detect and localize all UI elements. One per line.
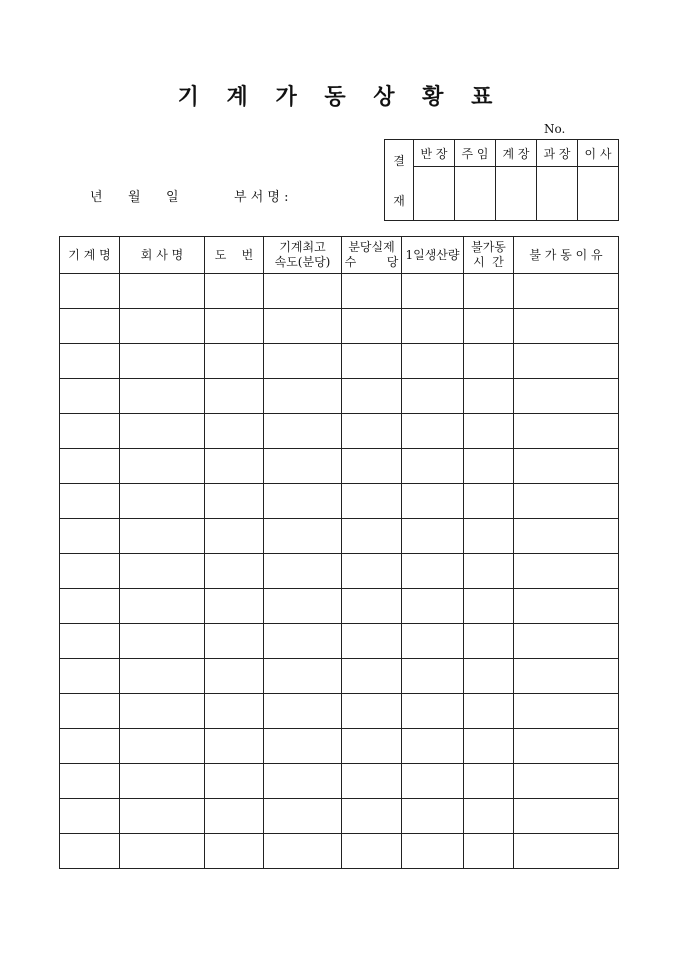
table-cell[interactable] bbox=[60, 694, 120, 729]
table-cell[interactable] bbox=[205, 414, 264, 449]
table-cell[interactable] bbox=[60, 379, 120, 414]
table-cell[interactable] bbox=[120, 834, 205, 869]
table-cell[interactable] bbox=[60, 589, 120, 624]
table-body bbox=[60, 274, 619, 869]
table-row bbox=[60, 449, 619, 484]
table-cell[interactable] bbox=[120, 414, 205, 449]
header-actual-count bbox=[342, 237, 402, 274]
department-field: 부 서 명 : bbox=[234, 190, 289, 205]
table-row bbox=[60, 379, 619, 414]
table-row bbox=[60, 764, 619, 799]
table-cell[interactable] bbox=[402, 309, 464, 344]
table-row bbox=[60, 589, 619, 624]
table-cell[interactable] bbox=[514, 484, 619, 519]
table-cell[interactable] bbox=[464, 834, 514, 869]
table-cell[interactable] bbox=[514, 309, 619, 344]
table-cell[interactable] bbox=[60, 834, 120, 869]
document-number-label: No. bbox=[544, 122, 566, 136]
table-cell[interactable] bbox=[205, 554, 264, 589]
table-cell[interactable] bbox=[60, 344, 120, 379]
table-cell[interactable] bbox=[264, 554, 342, 589]
table-cell[interactable] bbox=[264, 519, 342, 554]
table-cell[interactable] bbox=[120, 764, 205, 799]
table-cell[interactable] bbox=[402, 379, 464, 414]
table-cell[interactable] bbox=[60, 799, 120, 834]
table-cell[interactable] bbox=[264, 274, 342, 309]
approval-role: 반 장 bbox=[414, 140, 455, 167]
table-cell[interactable] bbox=[402, 659, 464, 694]
signature-cell[interactable] bbox=[455, 167, 496, 221]
table-cell[interactable] bbox=[402, 764, 464, 799]
table-cell[interactable] bbox=[60, 414, 120, 449]
table-cell[interactable] bbox=[402, 274, 464, 309]
header-company-name: 회 사 명 bbox=[120, 237, 205, 274]
approval-role: 과 장 bbox=[537, 140, 578, 167]
header-idle-time bbox=[464, 237, 514, 274]
table-cell[interactable] bbox=[205, 624, 264, 659]
table-cell[interactable] bbox=[60, 764, 120, 799]
table-cell[interactable] bbox=[402, 729, 464, 764]
header-daily-output: 1일생산량 bbox=[402, 237, 464, 274]
table-cell[interactable] bbox=[120, 554, 205, 589]
table-cell[interactable] bbox=[342, 834, 402, 869]
table-cell[interactable] bbox=[402, 589, 464, 624]
table-cell[interactable] bbox=[514, 274, 619, 309]
table-cell[interactable] bbox=[402, 799, 464, 834]
table-cell[interactable] bbox=[402, 834, 464, 869]
table-cell[interactable] bbox=[342, 449, 402, 484]
table-cell[interactable] bbox=[205, 379, 264, 414]
approval-role: 이 사 bbox=[578, 140, 619, 167]
table-cell[interactable] bbox=[264, 484, 342, 519]
signature-cell[interactable] bbox=[496, 167, 537, 221]
table-cell[interactable] bbox=[205, 729, 264, 764]
table-cell[interactable] bbox=[402, 344, 464, 379]
table-cell[interactable] bbox=[514, 659, 619, 694]
header-idle-time-line2: 시 간 bbox=[473, 255, 504, 269]
table-cell[interactable] bbox=[514, 519, 619, 554]
table-cell[interactable] bbox=[464, 729, 514, 764]
table-cell[interactable] bbox=[342, 659, 402, 694]
table-cell[interactable] bbox=[120, 309, 205, 344]
table-cell[interactable] bbox=[264, 309, 342, 344]
table-cell[interactable] bbox=[514, 554, 619, 589]
header-max-speed-line2: 속도(분당) bbox=[274, 255, 331, 269]
table-row bbox=[60, 729, 619, 764]
table-cell[interactable] bbox=[402, 519, 464, 554]
table-cell[interactable] bbox=[342, 344, 402, 379]
table-cell[interactable] bbox=[264, 414, 342, 449]
signature-cell[interactable] bbox=[578, 167, 619, 221]
table-row bbox=[60, 624, 619, 659]
day-field: 일 bbox=[166, 190, 179, 205]
table-cell[interactable] bbox=[60, 484, 120, 519]
table-cell[interactable] bbox=[205, 694, 264, 729]
table-cell[interactable] bbox=[120, 659, 205, 694]
approval-label-bottom: 재 bbox=[393, 193, 405, 208]
table-cell[interactable] bbox=[342, 414, 402, 449]
year-field: 년 bbox=[90, 190, 103, 205]
table-cell[interactable] bbox=[342, 309, 402, 344]
table-cell[interactable] bbox=[120, 694, 205, 729]
table-cell[interactable] bbox=[264, 729, 342, 764]
table-cell[interactable] bbox=[264, 764, 342, 799]
table-cell[interactable] bbox=[120, 449, 205, 484]
table-cell[interactable] bbox=[464, 624, 514, 659]
table-cell[interactable] bbox=[120, 379, 205, 414]
table-cell[interactable] bbox=[205, 589, 264, 624]
table-cell[interactable] bbox=[60, 449, 120, 484]
table-cell[interactable] bbox=[264, 799, 342, 834]
table-cell[interactable] bbox=[205, 484, 264, 519]
table-cell[interactable] bbox=[205, 519, 264, 554]
table-cell[interactable] bbox=[402, 484, 464, 519]
table-cell[interactable] bbox=[464, 554, 514, 589]
table-cell[interactable] bbox=[342, 274, 402, 309]
table-row bbox=[60, 344, 619, 379]
table-cell[interactable] bbox=[342, 519, 402, 554]
table-cell[interactable] bbox=[514, 379, 619, 414]
table-row bbox=[60, 414, 619, 449]
header-actual-count-line2: 수 당 bbox=[344, 255, 399, 269]
table-cell[interactable] bbox=[264, 589, 342, 624]
machine-status-table bbox=[59, 236, 619, 869]
approval-box bbox=[384, 139, 619, 221]
table-cell[interactable] bbox=[205, 834, 264, 869]
table-cell[interactable] bbox=[205, 449, 264, 484]
table-cell[interactable] bbox=[60, 729, 120, 764]
table-cell[interactable] bbox=[205, 344, 264, 379]
table-cell[interactable] bbox=[342, 799, 402, 834]
table-cell[interactable] bbox=[402, 624, 464, 659]
table-row bbox=[60, 694, 619, 729]
table-cell[interactable] bbox=[464, 799, 514, 834]
approval-role: 주 임 bbox=[455, 140, 496, 167]
table-row bbox=[60, 659, 619, 694]
table-cell[interactable] bbox=[264, 624, 342, 659]
table-row bbox=[60, 519, 619, 554]
table-cell[interactable] bbox=[514, 729, 619, 764]
table-cell[interactable] bbox=[205, 309, 264, 344]
table-cell[interactable] bbox=[60, 519, 120, 554]
header-actual-count-line1: 분당실제 bbox=[348, 240, 395, 254]
header-machine-name: 기 계 명 bbox=[60, 237, 120, 274]
table-cell[interactable] bbox=[120, 344, 205, 379]
table-cell[interactable] bbox=[514, 799, 619, 834]
table-cell[interactable] bbox=[464, 309, 514, 344]
month-field: 월 bbox=[128, 190, 141, 205]
header-max-speed-line1: 기계최고 bbox=[279, 240, 326, 254]
table-cell[interactable] bbox=[342, 554, 402, 589]
table-cell[interactable] bbox=[205, 659, 264, 694]
table-row bbox=[60, 484, 619, 519]
table-cell[interactable] bbox=[60, 624, 120, 659]
table-cell[interactable] bbox=[514, 344, 619, 379]
table-cell[interactable] bbox=[464, 344, 514, 379]
signature-cell[interactable] bbox=[537, 167, 578, 221]
table-cell[interactable] bbox=[402, 414, 464, 449]
table-cell[interactable] bbox=[514, 449, 619, 484]
table-cell[interactable] bbox=[342, 589, 402, 624]
table-row bbox=[60, 274, 619, 309]
table-cell[interactable] bbox=[60, 309, 120, 344]
table-cell[interactable] bbox=[464, 274, 514, 309]
table-cell[interactable] bbox=[402, 694, 464, 729]
table-cell[interactable] bbox=[514, 764, 619, 799]
table-cell[interactable] bbox=[464, 379, 514, 414]
table-cell[interactable] bbox=[120, 799, 205, 834]
table-cell[interactable] bbox=[205, 274, 264, 309]
table-cell[interactable] bbox=[464, 764, 514, 799]
approval-role: 계 장 bbox=[496, 140, 537, 167]
table-cell[interactable] bbox=[464, 589, 514, 624]
header-max-speed bbox=[264, 237, 342, 274]
table-cell[interactable] bbox=[514, 694, 619, 729]
table-cell[interactable] bbox=[342, 379, 402, 414]
table-row bbox=[60, 309, 619, 344]
header-drawing-number: 도 번 bbox=[205, 237, 264, 274]
table-cell[interactable] bbox=[514, 624, 619, 659]
approval-label bbox=[385, 140, 414, 221]
header-idle-time-line1: 불가동 bbox=[471, 240, 506, 254]
table-cell[interactable] bbox=[464, 519, 514, 554]
table-cell[interactable] bbox=[464, 659, 514, 694]
table-cell[interactable] bbox=[342, 484, 402, 519]
table-cell[interactable] bbox=[60, 659, 120, 694]
table-cell[interactable] bbox=[120, 274, 205, 309]
header-idle-reason: 불 가 동 이 유 bbox=[514, 237, 619, 274]
table-cell[interactable] bbox=[402, 449, 464, 484]
table-cell[interactable] bbox=[205, 799, 264, 834]
approval-label-top: 결 bbox=[393, 153, 405, 168]
table-cell[interactable] bbox=[514, 834, 619, 869]
table-cell[interactable] bbox=[514, 414, 619, 449]
table-cell[interactable] bbox=[264, 694, 342, 729]
page-title: 기 계 가 동 상 황 표 bbox=[177, 84, 503, 110]
table-cell[interactable] bbox=[464, 484, 514, 519]
table-cell[interactable] bbox=[342, 764, 402, 799]
table-cell[interactable] bbox=[264, 344, 342, 379]
table-cell[interactable] bbox=[120, 484, 205, 519]
table-cell[interactable] bbox=[264, 659, 342, 694]
table-cell[interactable] bbox=[120, 589, 205, 624]
table-cell[interactable] bbox=[342, 624, 402, 659]
table-cell[interactable] bbox=[464, 449, 514, 484]
table-cell[interactable] bbox=[342, 729, 402, 764]
table-cell[interactable] bbox=[60, 274, 120, 309]
table-header-row bbox=[60, 237, 619, 274]
table-cell[interactable] bbox=[514, 589, 619, 624]
table-cell[interactable] bbox=[120, 729, 205, 764]
table-row bbox=[60, 799, 619, 834]
table-row bbox=[60, 554, 619, 589]
table-cell[interactable] bbox=[264, 834, 342, 869]
table-cell[interactable] bbox=[264, 449, 342, 484]
table-cell[interactable] bbox=[120, 519, 205, 554]
table-cell[interactable] bbox=[264, 379, 342, 414]
table-cell[interactable] bbox=[342, 694, 402, 729]
table-cell[interactable] bbox=[60, 554, 120, 589]
signature-cell[interactable] bbox=[414, 167, 455, 221]
table-cell[interactable] bbox=[402, 554, 464, 589]
table-cell[interactable] bbox=[205, 764, 264, 799]
table-cell[interactable] bbox=[464, 414, 514, 449]
table-cell[interactable] bbox=[464, 694, 514, 729]
table-row bbox=[60, 834, 619, 869]
table-cell[interactable] bbox=[120, 624, 205, 659]
